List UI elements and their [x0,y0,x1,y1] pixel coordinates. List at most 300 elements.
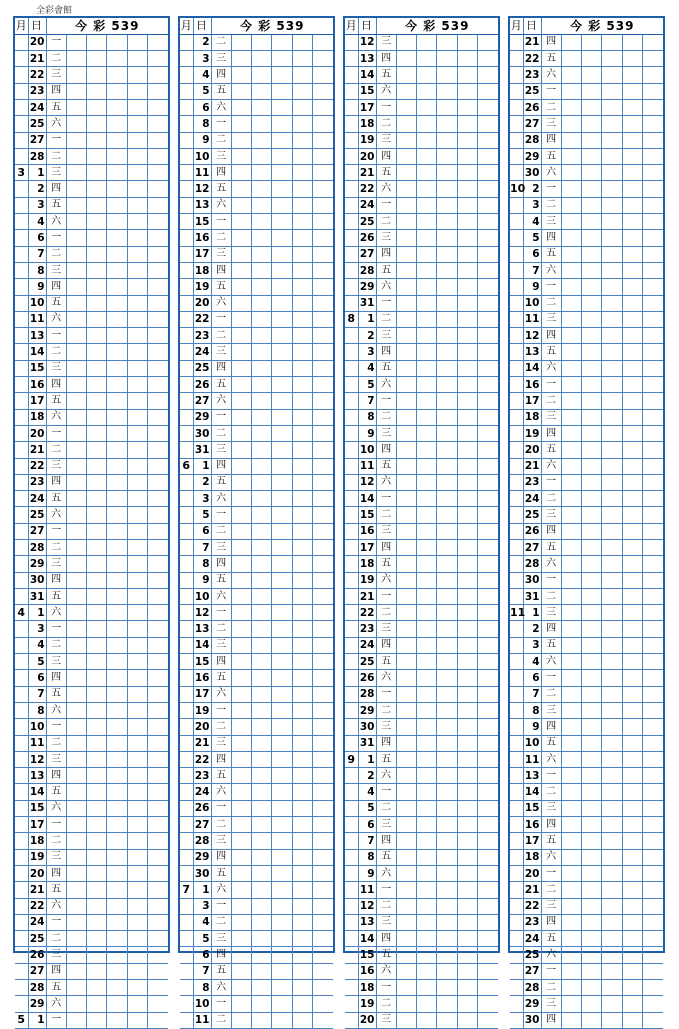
number-cell [231,686,251,702]
month-cell [15,442,28,458]
number-cell [602,784,622,800]
month-cell [510,165,523,181]
number-cell [561,784,581,800]
number-cell [602,686,622,702]
number-cell [148,165,168,181]
number-cell [478,735,498,751]
number-cell [602,458,622,474]
day-cell: 26 [193,377,211,393]
number-cell [87,588,107,604]
number-cell [231,996,251,1012]
day-cell: 20 [193,719,211,735]
weekday-cell: 三 [46,947,66,963]
number-cell [292,751,312,767]
number-cell [478,214,498,230]
number-cell [292,833,312,849]
month-cell [15,132,28,148]
number-cell [478,654,498,670]
number-cell [272,865,292,881]
month-cell [15,670,28,686]
table-title: 今 彩 539 [541,18,663,34]
number-cell [396,67,416,83]
number-cell [417,882,437,898]
table-row [510,523,663,539]
month-cell [15,572,28,588]
number-cell [87,751,107,767]
number-cell [602,262,622,278]
weekday-cell: 一 [541,865,561,881]
weekday-cell: 二 [376,116,396,132]
day-cell: 13 [193,621,211,637]
number-cell [87,197,107,213]
number-cell [313,947,333,963]
number-cell [231,540,251,556]
number-cell [127,458,147,474]
number-cell [457,784,477,800]
month-cell [345,409,358,425]
number-cell [127,751,147,767]
table-row [345,132,498,148]
day-cell: 20 [28,34,46,50]
table-row [15,262,168,278]
day-cell: 3 [28,197,46,213]
number-cell [622,51,642,67]
number-cell [127,295,147,311]
number-cell [313,409,333,425]
day-cell: 24 [523,931,541,947]
number-cell [643,328,663,344]
weekday-cell: 四 [376,148,396,164]
month-cell [510,898,523,914]
day-cell: 2 [358,768,376,784]
table-row [15,621,168,637]
month-cell [15,996,28,1012]
number-cell [602,197,622,213]
number-cell [643,735,663,751]
number-cell [231,148,251,164]
number-cell [292,882,312,898]
number-cell [602,702,622,718]
number-cell [396,344,416,360]
month-cell [510,442,523,458]
number-cell [602,230,622,246]
number-cell [478,295,498,311]
number-cell [437,83,457,99]
day-cell: 15 [28,800,46,816]
day-cell: 18 [28,833,46,849]
number-cell [417,311,437,327]
weekday-cell: 三 [46,165,66,181]
month-cell [180,572,193,588]
number-cell [437,474,457,490]
month-cell [180,377,193,393]
day-cell: 9 [523,279,541,295]
weekday-cell: 四 [46,83,66,99]
number-cell [417,83,437,99]
table-row [510,556,663,572]
weekday-cell: 六 [541,360,561,376]
number-cell [313,393,333,409]
weekday-cell: 二 [541,784,561,800]
month-cell [345,344,358,360]
month-cell [15,556,28,572]
table-row [510,865,663,881]
number-cell [417,540,437,556]
month-cell [510,491,523,507]
number-cell [252,784,272,800]
month-cell [510,328,523,344]
number-cell [107,34,127,50]
weekday-cell: 三 [211,637,231,653]
number-cell [417,214,437,230]
table-row [345,295,498,311]
weekday-cell: 三 [46,654,66,670]
month-cell: 7 [180,882,193,898]
weekday-cell: 六 [376,83,396,99]
number-cell [313,702,333,718]
month-cell [345,377,358,393]
weekday-cell: 六 [46,898,66,914]
number-cell [478,898,498,914]
number-cell [622,295,642,311]
day-cell: 28 [523,556,541,572]
number-cell [148,670,168,686]
number-cell [127,996,147,1012]
table-row [510,214,663,230]
weekday-cell: 五 [541,51,561,67]
table-row [180,393,333,409]
number-cell [396,507,416,523]
number-cell [66,377,86,393]
number-cell [478,507,498,523]
month-cell [510,1012,523,1028]
number-cell [313,865,333,881]
number-cell [457,686,477,702]
number-cell [148,458,168,474]
table-row [510,409,663,425]
number-cell [107,393,127,409]
number-cell [582,865,602,881]
number-cell [602,393,622,409]
weekday-cell: 三 [376,817,396,833]
number-cell [231,165,251,181]
number-cell [457,344,477,360]
number-cell [437,458,457,474]
number-cell [437,344,457,360]
weekday-cell: 四 [46,377,66,393]
weekday-cell: 一 [541,572,561,588]
weekday-cell: 三 [211,540,231,556]
number-cell [478,784,498,800]
number-cell [127,377,147,393]
number-cell [127,654,147,670]
weekday-cell: 二 [541,295,561,311]
month-cell [510,980,523,996]
month-cell [15,963,28,979]
number-cell [148,947,168,963]
month-cell [345,800,358,816]
weekday-cell: 六 [376,670,396,686]
month-cell [180,116,193,132]
day-cell: 4 [28,637,46,653]
day-cell: 23 [28,474,46,490]
number-cell [313,360,333,376]
day-cell: 10 [28,295,46,311]
weekday-cell: 三 [376,328,396,344]
day-cell: 9 [193,132,211,148]
number-cell [272,1012,292,1028]
number-cell [478,686,498,702]
day-cell: 7 [523,262,541,278]
month-cell [180,637,193,653]
number-cell [66,572,86,588]
number-cell [396,865,416,881]
number-cell [252,637,272,653]
day-cell: 1 [193,458,211,474]
number-cell [87,165,107,181]
number-cell [396,442,416,458]
weekday-cell: 一 [46,34,66,50]
number-cell [272,751,292,767]
weekday-cell: 二 [541,197,561,213]
number-cell [107,442,127,458]
month-cell [345,165,358,181]
number-cell [602,295,622,311]
number-cell [602,605,622,621]
number-cell [437,99,457,115]
number-cell [231,409,251,425]
weekday-cell: 五 [211,83,231,99]
table-row [345,197,498,213]
number-cell [417,865,437,881]
number-cell [272,947,292,963]
number-cell [457,621,477,637]
month-cell [510,34,523,50]
number-cell [148,279,168,295]
number-cell [396,165,416,181]
day-cell: 26 [358,230,376,246]
number-cell [622,262,642,278]
number-cell [457,99,477,115]
number-cell [272,442,292,458]
number-cell [148,132,168,148]
day-cell: 24 [28,914,46,930]
number-cell [396,670,416,686]
number-cell [292,474,312,490]
weekday-cell: 二 [541,99,561,115]
results-table [510,18,663,1029]
weekday-cell: 三 [541,898,561,914]
number-cell [478,262,498,278]
number-cell [561,947,581,963]
month-cell [180,197,193,213]
number-cell [622,246,642,262]
day-cell: 12 [358,34,376,50]
weekday-cell: 五 [211,768,231,784]
table-row [510,588,663,604]
weekday-cell: 六 [46,507,66,523]
day-cell: 27 [523,116,541,132]
number-cell [313,637,333,653]
month-cell [15,181,28,197]
number-cell [457,523,477,539]
table-row [180,409,333,425]
month-cell [510,914,523,930]
day-cell: 20 [193,295,211,311]
table-row [180,132,333,148]
weekday-cell: 六 [211,686,231,702]
table-row [180,768,333,784]
number-cell [643,377,663,393]
number-cell [602,491,622,507]
number-cell [313,262,333,278]
number-cell [66,800,86,816]
number-cell [127,800,147,816]
number-cell [478,34,498,50]
day-cell: 12 [193,605,211,621]
weekday-cell: 二 [376,311,396,327]
month-cell [345,230,358,246]
month-cell [180,996,193,1012]
number-cell [148,214,168,230]
number-cell [127,1012,147,1028]
weekday-cell: 三 [46,458,66,474]
number-cell [602,621,622,637]
number-cell [313,654,333,670]
number-cell [148,230,168,246]
month-cell [345,523,358,539]
number-cell [148,735,168,751]
day-cell: 9 [358,865,376,881]
weekday-cell: 一 [376,588,396,604]
weekday-cell: 四 [46,474,66,490]
weekday-cell: 二 [376,898,396,914]
table-row [180,605,333,621]
number-cell [561,963,581,979]
number-cell [127,849,147,865]
number-cell [437,702,457,718]
number-cell [417,637,437,653]
month-cell [345,833,358,849]
number-cell [602,865,622,881]
number-cell [602,914,622,930]
weekday-cell: 六 [376,865,396,881]
weekday-cell: 四 [211,556,231,572]
day-cell: 21 [28,882,46,898]
table-row [510,34,663,50]
number-cell [231,735,251,751]
number-cell [107,914,127,930]
number-cell [396,230,416,246]
day-cell: 9 [358,425,376,441]
number-cell [396,605,416,621]
number-cell [127,360,147,376]
number-cell [478,637,498,653]
number-cell [313,556,333,572]
number-cell [313,214,333,230]
table-row [180,246,333,262]
number-cell [66,344,86,360]
number-cell [602,849,622,865]
month-cell [345,654,358,670]
month-cell [180,980,193,996]
weekday-cell: 六 [541,67,561,83]
month-cell [510,523,523,539]
month-cell [345,132,358,148]
weekday-cell: 五 [46,491,66,507]
day-cell: 29 [523,148,541,164]
number-cell [272,67,292,83]
month-cell [345,360,358,376]
month-cell [345,931,358,947]
number-cell [292,458,312,474]
number-cell [127,409,147,425]
number-cell [107,116,127,132]
day-cell: 10 [358,442,376,458]
number-cell [643,132,663,148]
number-cell [478,800,498,816]
month-cell [15,344,28,360]
number-cell [313,686,333,702]
number-cell [602,165,622,181]
number-cell [643,621,663,637]
number-cell [87,34,107,50]
day-cell: 9 [28,279,46,295]
number-cell [272,849,292,865]
number-cell [417,67,437,83]
number-cell [107,523,127,539]
table-row [15,311,168,327]
table-row [180,784,333,800]
number-cell [127,784,147,800]
number-cell [582,246,602,262]
number-cell [437,800,457,816]
number-cell [313,377,333,393]
number-cell [561,214,581,230]
number-cell [107,474,127,490]
number-cell [87,996,107,1012]
number-cell [292,34,312,50]
day-cell: 27 [523,963,541,979]
number-cell [148,67,168,83]
weekday-cell: 六 [46,311,66,327]
number-cell [313,898,333,914]
number-cell [582,670,602,686]
number-cell [622,768,642,784]
day-cell: 14 [193,637,211,653]
day-cell: 14 [358,931,376,947]
number-cell [66,931,86,947]
day-cell: 31 [358,735,376,751]
weekday-cell: 二 [376,702,396,718]
month-cell [345,507,358,523]
number-cell [272,996,292,1012]
number-cell [66,556,86,572]
day-cell: 28 [28,540,46,556]
weekday-cell: 五 [541,833,561,849]
number-cell [417,474,437,490]
number-cell [417,849,437,865]
number-cell [292,295,312,311]
day-header: 日 [193,18,211,34]
number-cell [148,1012,168,1028]
number-cell [643,442,663,458]
weekday-cell: 六 [46,116,66,132]
number-cell [457,377,477,393]
table-row [15,409,168,425]
number-cell [396,474,416,490]
day-cell: 14 [28,344,46,360]
